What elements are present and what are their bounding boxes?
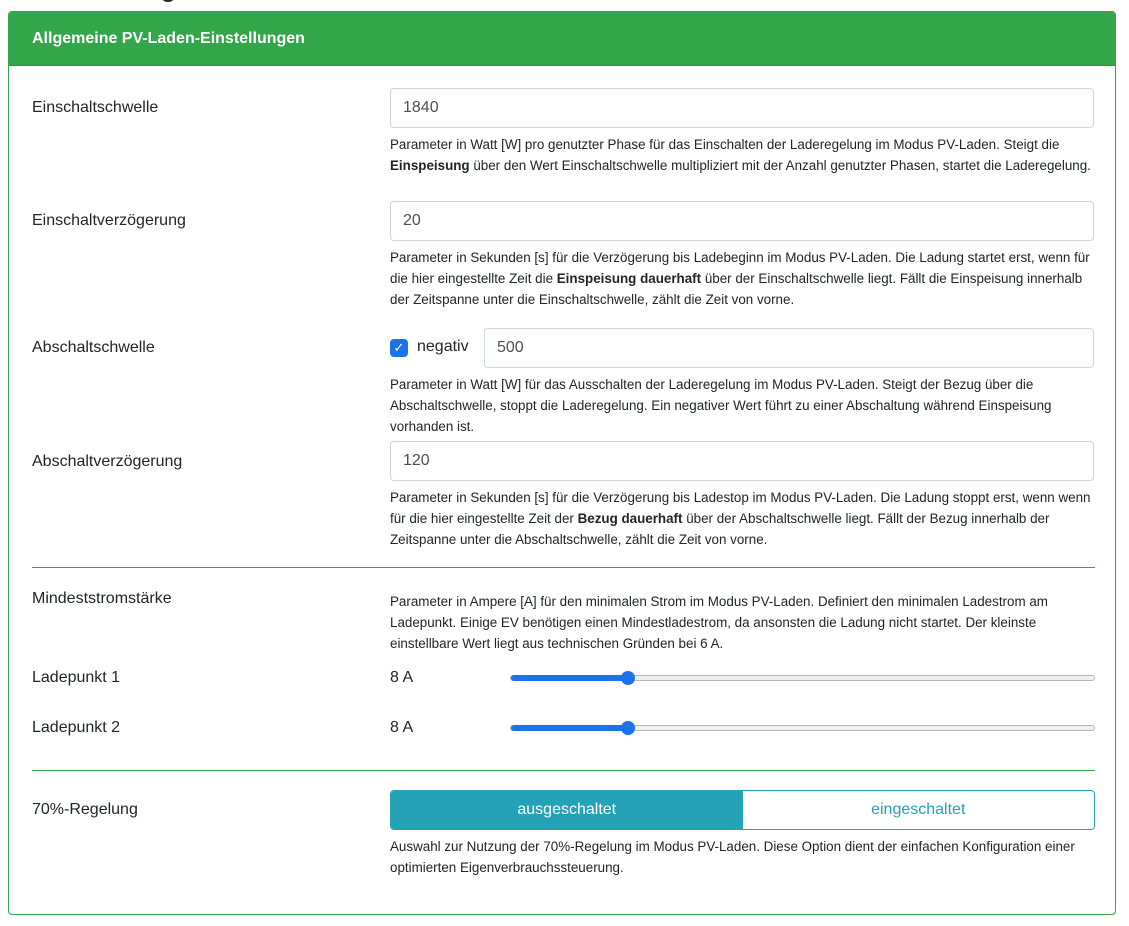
regelung70-help: Auswahl zur Nutzung der 70%-Regelung im Modus PV-Laden. Diese Option dient der einfachen Konfiguration einer optimierten Eigenverbrauchssteuerung. xyxy=(390,839,1075,875)
abschaltschwelle-label: Abschaltschwelle xyxy=(32,339,155,356)
mindeststrom-label: Mindeststromstärke xyxy=(32,590,172,607)
slider-thumb[interactable] xyxy=(621,721,635,735)
top-heading-fragment xyxy=(160,0,176,2)
einschaltschwelle-help: Parameter in Watt [W] pro genutzter Phase für das Einschalten der Laderegelung im Modus PV-Laden. Steigt die Einspeisung über den Wert Einschaltschwelle multipliziert mit der Anzahl genutzter Phasen, startet die Laderegelung. xyxy=(390,137,1091,173)
einschaltschwelle-input[interactable] xyxy=(390,88,1094,128)
slider-fill xyxy=(511,675,628,681)
einschaltschwelle-label: Einschaltschwelle xyxy=(32,99,159,116)
einschaltverzoegerung-input[interactable] xyxy=(390,201,1094,241)
divider xyxy=(32,567,1095,568)
slider-thumb[interactable] xyxy=(621,671,635,685)
einschaltverzoegerung-label: Einschaltverzögerung xyxy=(32,212,186,229)
ladepunkt-1-value: 8 A xyxy=(390,669,414,686)
regelung70-toggle xyxy=(390,790,1095,830)
negativ-label: negativ xyxy=(417,338,469,355)
pv-settings-card xyxy=(8,11,1116,915)
regelung70-label: 70%-Regelung xyxy=(32,801,138,818)
einschaltverzoegerung-help: Parameter in Sekunden [s] für die Verzögerung bis Ladebeginn im Modus PV-Laden. Die Ladung startet erst, wenn für die hier eingestellte Zeit die Einspeisung dauerhaft über der Einschaltschwelle liegt. Fällt die Einspeisung innerhalb der Zeitspanne unter die Einschaltschwelle, zählt die Zeit von vorne. xyxy=(390,250,1090,307)
divider xyxy=(32,770,1095,771)
card-title: Allgemeine PV-Laden-Einstellungen xyxy=(9,12,1115,66)
abschaltverzoegerung-input[interactable] xyxy=(390,441,1094,481)
option-eingeschaltet[interactable]: eingeschaltet xyxy=(743,791,1095,829)
abschaltverzoegerung-label: Abschaltverzögerung xyxy=(32,453,183,470)
mindeststrom-help: Parameter in Ampere [A] für den minimalen Strom im Modus PV-Laden. Definiert den minimalen Ladestrom am Ladepunkt. Einige EV benötigen einen Mindestladestrom, da ansonsten die Ladung nicht startet. Der kleinste einstellbare Wert liegt aus technischen Gründen bei 6 A. xyxy=(390,594,1048,651)
ladepunkt-2-label: Ladepunkt 2 xyxy=(32,719,121,736)
slider-fill xyxy=(511,725,628,731)
ladepunkt-2-slider[interactable] xyxy=(510,725,1095,731)
ladepunkt-2-value: 8 A xyxy=(390,719,414,736)
negativ-checkbox[interactable] xyxy=(390,339,408,357)
ladepunkt-1-label: Ladepunkt 1 xyxy=(32,669,121,686)
option-ausgeschaltet[interactable]: ausgeschaltet xyxy=(391,791,743,829)
abschaltschwelle-input[interactable] xyxy=(484,328,1094,368)
abschaltverzoegerung-help: Parameter in Sekunden [s] für die Verzögerung bis Ladestop im Modus PV-Laden. Die Ladung stoppt erst, wenn wenn für die hier eingestellte Zeit der Bezug dauerhaft über der Abschaltschwelle liegt. Fällt der Bezug innerhalb der Zeitspanne unter die Abschaltschwelle, zählt die Zeit von vorne. xyxy=(390,490,1091,547)
check-icon: ✓ xyxy=(393,340,405,355)
abschaltschwelle-help: Parameter in Watt [W] für das Ausschalten der Laderegelung im Modus PV-Laden. Steigt der Bezug über die Abschaltschwelle, stoppt die Laderegelung. Ein negativer Wert führt zu einer Abschaltung während Einspeisung vorhanden ist. xyxy=(390,377,1052,434)
ladepunkt-1-slider[interactable] xyxy=(510,675,1095,681)
